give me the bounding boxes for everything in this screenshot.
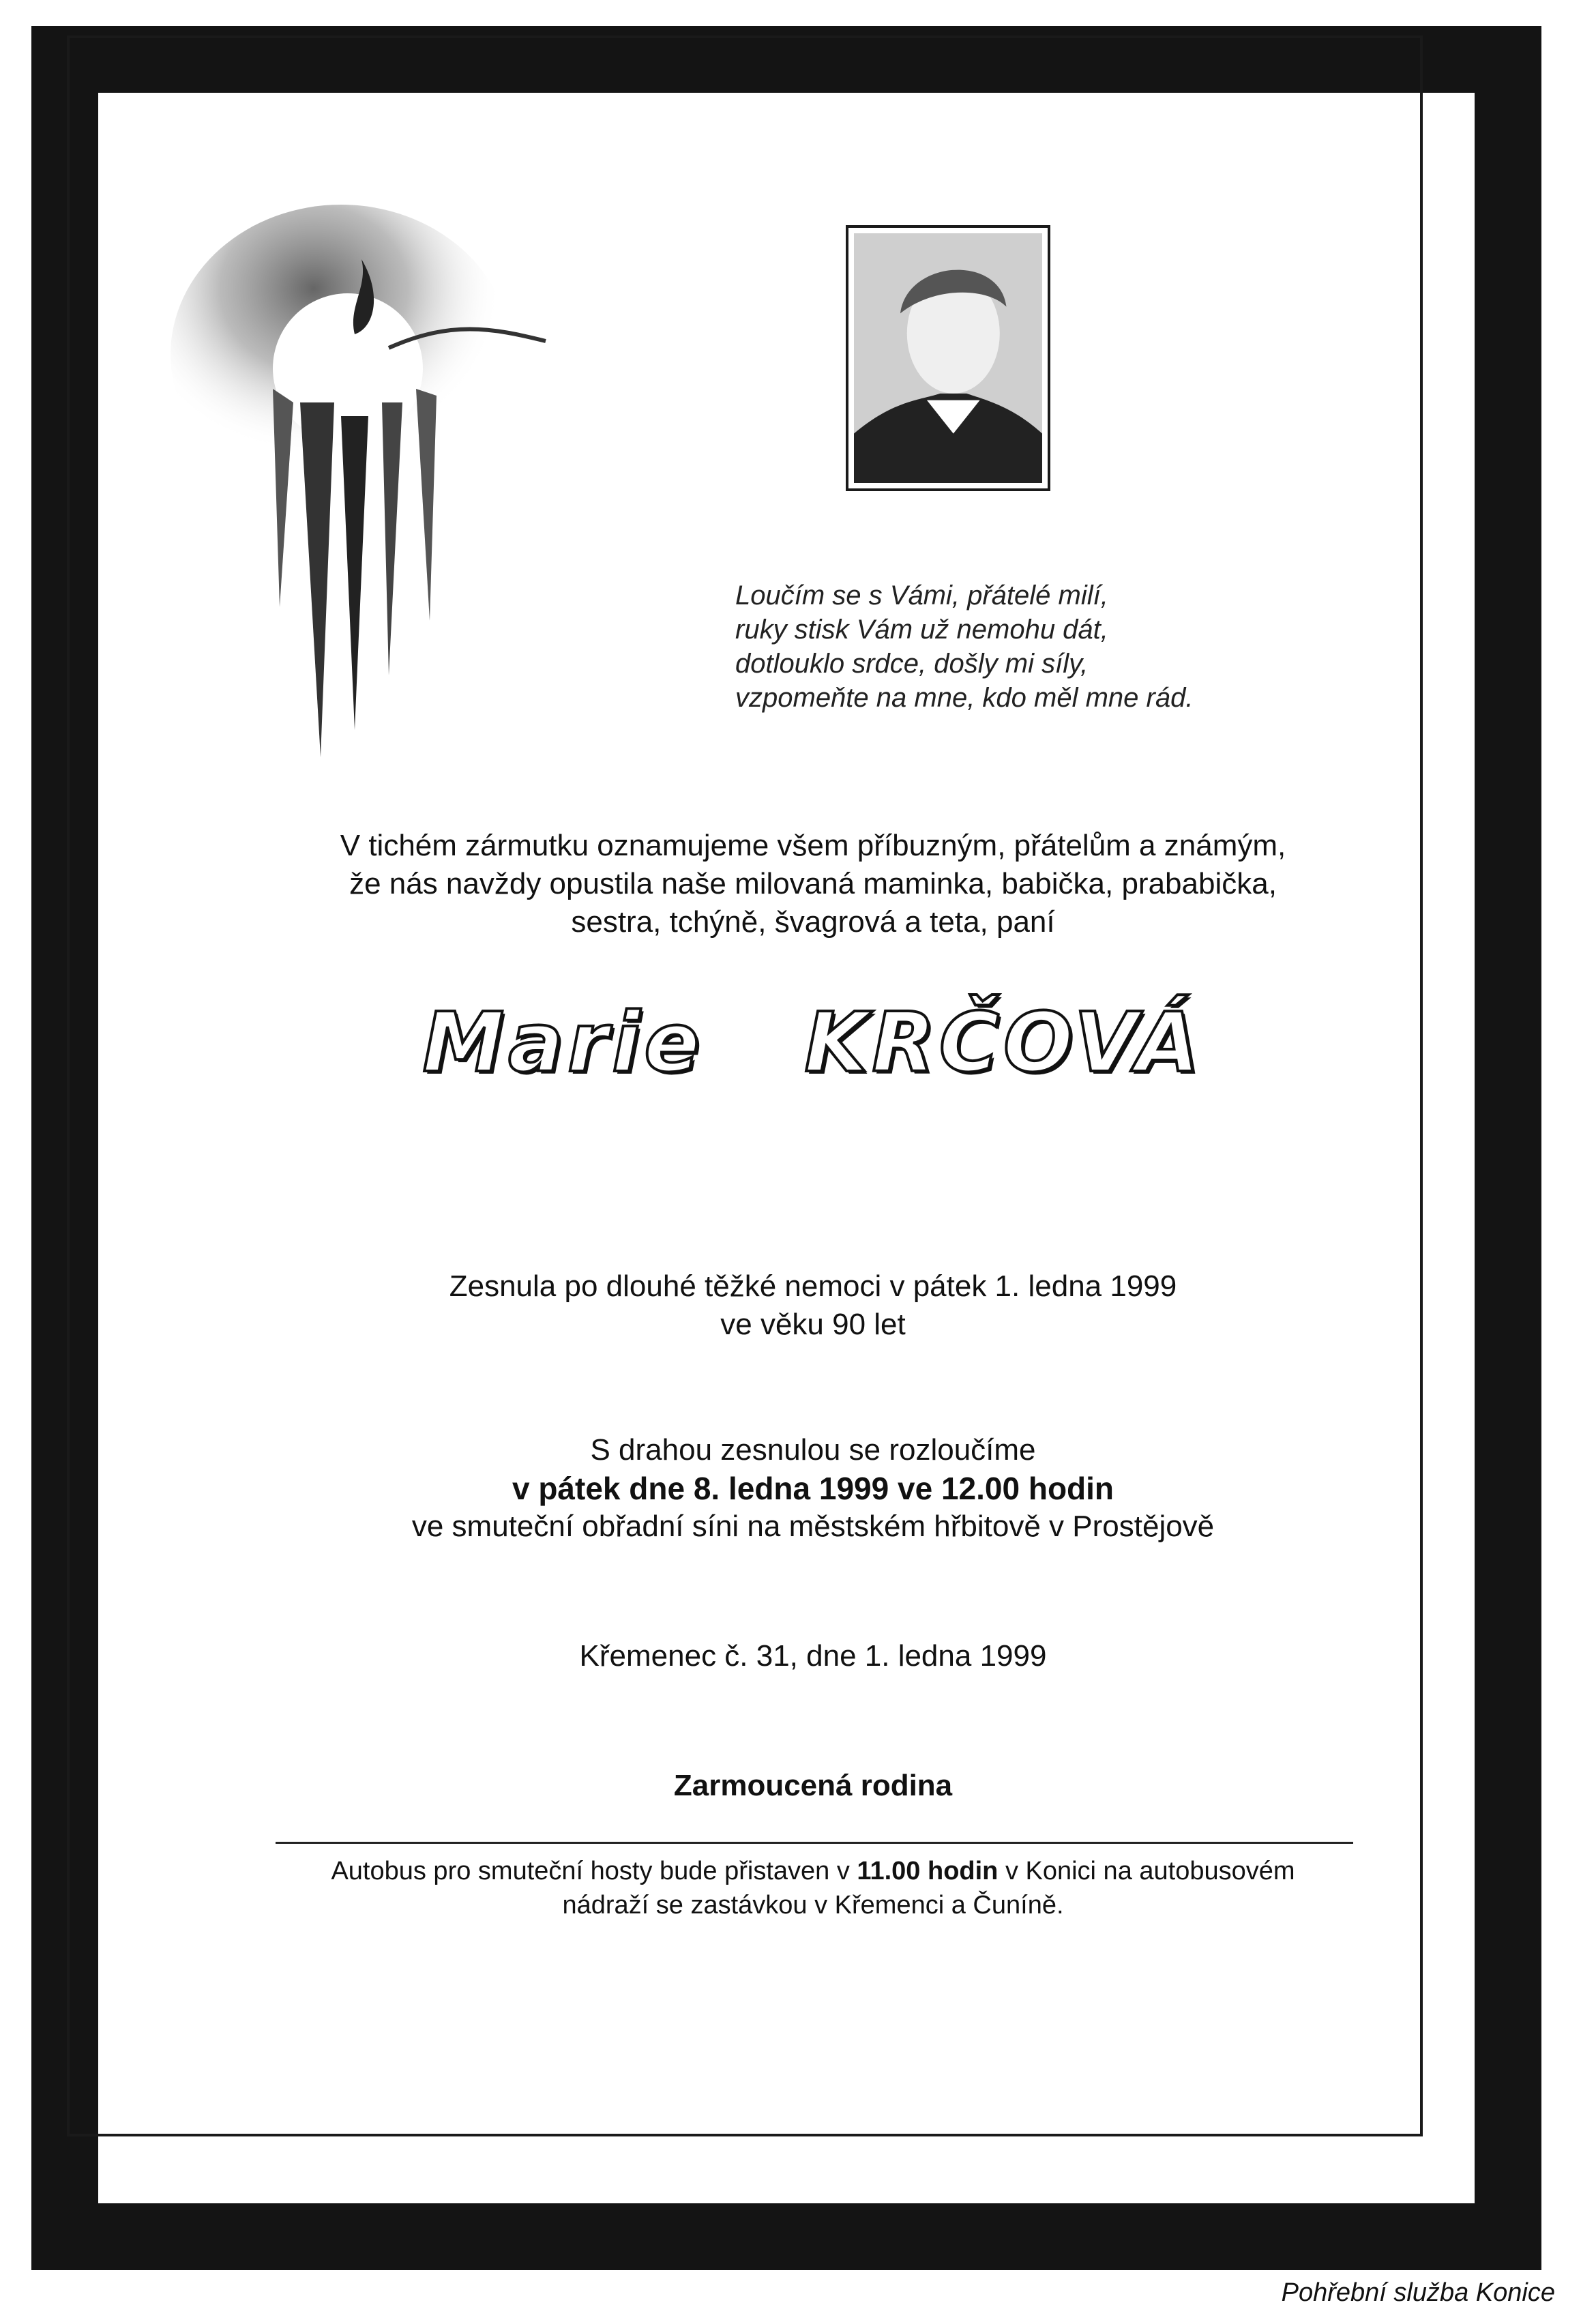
farewell-line: S drahou zesnulou se rozloučíme	[590, 1433, 1036, 1467]
farewell-info	[135, 1431, 1491, 1546]
portrait-illustration	[854, 233, 1042, 483]
bus-text: Autobus pro smuteční hosty bude přistaven v	[331, 1857, 857, 1885]
bus-line	[135, 1854, 1491, 1888]
deceased-name	[135, 996, 1491, 1091]
death-line: Zesnula po dlouhé těžké nemoci v pátek 1. ledna 1999	[449, 1269, 1177, 1303]
divider	[276, 1842, 1353, 1844]
portrait-photo-icon	[854, 233, 1042, 483]
death-line: ve věku 90 let	[720, 1308, 906, 1341]
first-name: Marie	[422, 996, 704, 1091]
last-name: KRČOVÁ	[804, 996, 1204, 1091]
poem-line: vzpomeňte na mne, kdo měl mne rád.	[735, 683, 1194, 713]
farewell-date: v pátek dne 8. ledna 1999 ve 12.00 hodin	[512, 1471, 1114, 1506]
poem-line: ruky stisk Vám už nemohu dát,	[735, 615, 1108, 645]
funeral-service-name: Pohřební služba Konice	[1281, 2278, 1555, 2307]
announcement-line: sestra, tchýně, švagrová a teta, paní	[571, 905, 1055, 939]
bus-notice	[135, 1854, 1491, 1922]
candle-illustration-icon	[164, 198, 587, 771]
place-date: Křemenec č. 31, dne 1. ledna 1999	[579, 1639, 1047, 1673]
bus-text: v Konici na autobusovém	[998, 1857, 1295, 1885]
announcement	[135, 827, 1491, 941]
announcement-line: V tichém zármutku oznamujeme všem příbuzným, přátelům a známým,	[340, 829, 1286, 862]
death-info	[135, 1267, 1491, 1344]
bus-line: nádraží se zastávkou v Křemenci a Čuníně.	[562, 1891, 1064, 1920]
announcement-line: že nás navždy opustila naše milovaná maminka, babička, prababička,	[349, 867, 1277, 900]
family-signature: Zarmoucená rodina	[673, 1769, 953, 1802]
poem	[735, 578, 1254, 715]
poem-line: dotlouklo srdce, došly mi síly,	[735, 649, 1089, 679]
poem-line: Loučím se s Vámi, přátelé milí,	[735, 580, 1108, 611]
portrait-photo-frame	[846, 225, 1050, 491]
farewell-place: ve smuteční obřadní síni na městském hřbitově v Prostějově	[411, 1510, 1215, 1543]
bus-time: 11.00 hodin	[857, 1857, 999, 1885]
